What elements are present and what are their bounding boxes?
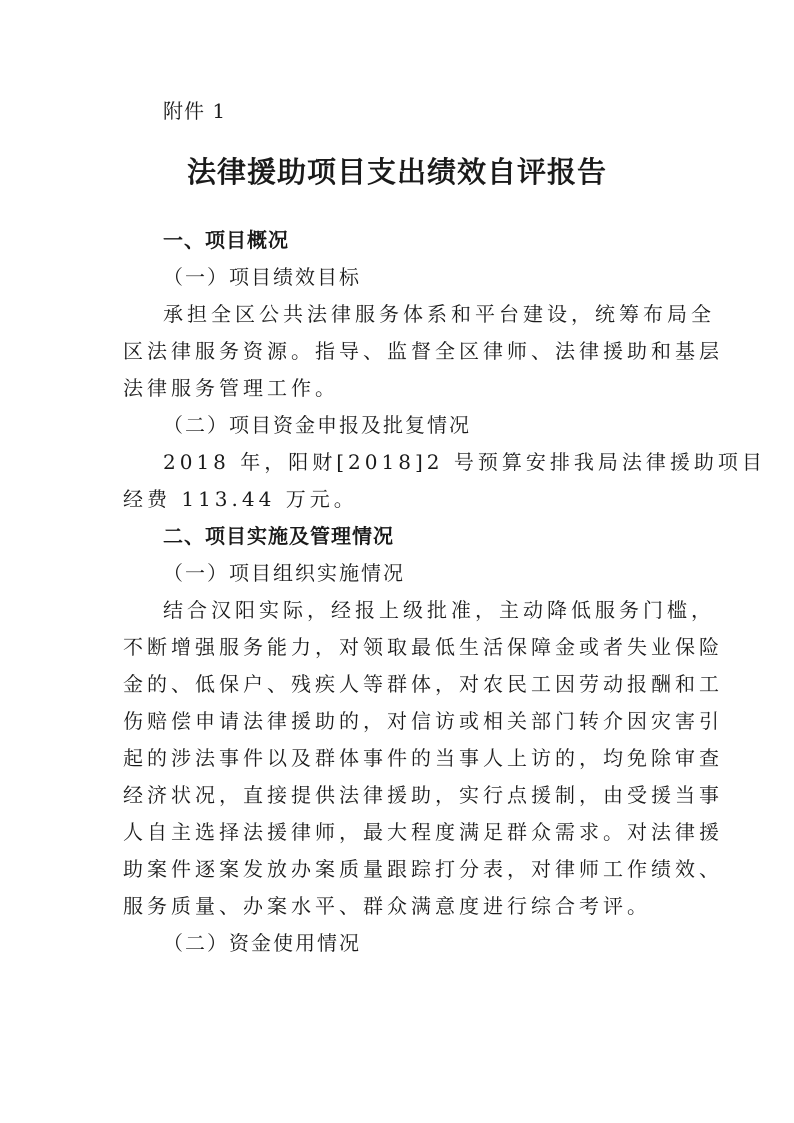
paragraph-first-line: 结合汉阳实际，经报上级批准，主动降低服务门槛， [163, 598, 715, 622]
document-body [123, 222, 766, 962]
paragraph-line: 经济状况，直接提供法律援助，实行点援制，由受援当事 [123, 783, 723, 807]
paragraph-line: 区法律服务资源。指导、监督全区律师、法律援助和基层 [123, 339, 723, 363]
section-heading: 一、项目概况 [163, 228, 289, 252]
subsection-heading: （二）资金使用情况 [163, 931, 361, 955]
paragraph-line: 不断增强服务能力，对领取最低生活保障金或者失业保险 [123, 635, 723, 659]
paragraph-line: 伤赔偿申请法律援助的，对信访或相关部门转介因灾害引 [123, 709, 723, 733]
paragraph-line: 法律服务管理工作。 [123, 376, 339, 400]
paragraph-line: 服务质量、办案水平、群众满意度进行综合考评。 [123, 894, 651, 918]
paragraph-line: 金的、低保户、残疾人等群体，对农民工因劳动报酬和工 [123, 672, 723, 696]
paragraph-line: 经费 113.44 万元。 [123, 487, 358, 511]
subsection-heading: （一）项目组织实施情况 [163, 561, 405, 585]
paragraph-line: 助案件逐案发放办案质量跟踪打分表，对律师工作绩效、 [123, 857, 723, 881]
page-title: 法律援助项目支出绩效自评报告 [186, 155, 607, 189]
subsection-heading: （二）项目资金申报及批复情况 [163, 413, 471, 437]
paragraph-first-line: 2018 年，阳财[2018]2 号预算安排我局法律援助项目 [163, 450, 766, 474]
paragraph-line: 人自主选择法援律师，最大程度满足群众需求。对法律援 [123, 820, 723, 844]
paragraph-first-line: 承担全区公共法律服务体系和平台建设，统筹布局全 [163, 302, 715, 326]
paragraph-line: 起的涉法事件以及群体事件的当事人上访的，均免除审查 [123, 746, 723, 770]
section-heading: 二、项目实施及管理情况 [163, 524, 394, 548]
attachment-label: 附件 1 [163, 99, 227, 123]
subsection-heading: （一）项目绩效目标 [163, 265, 361, 289]
